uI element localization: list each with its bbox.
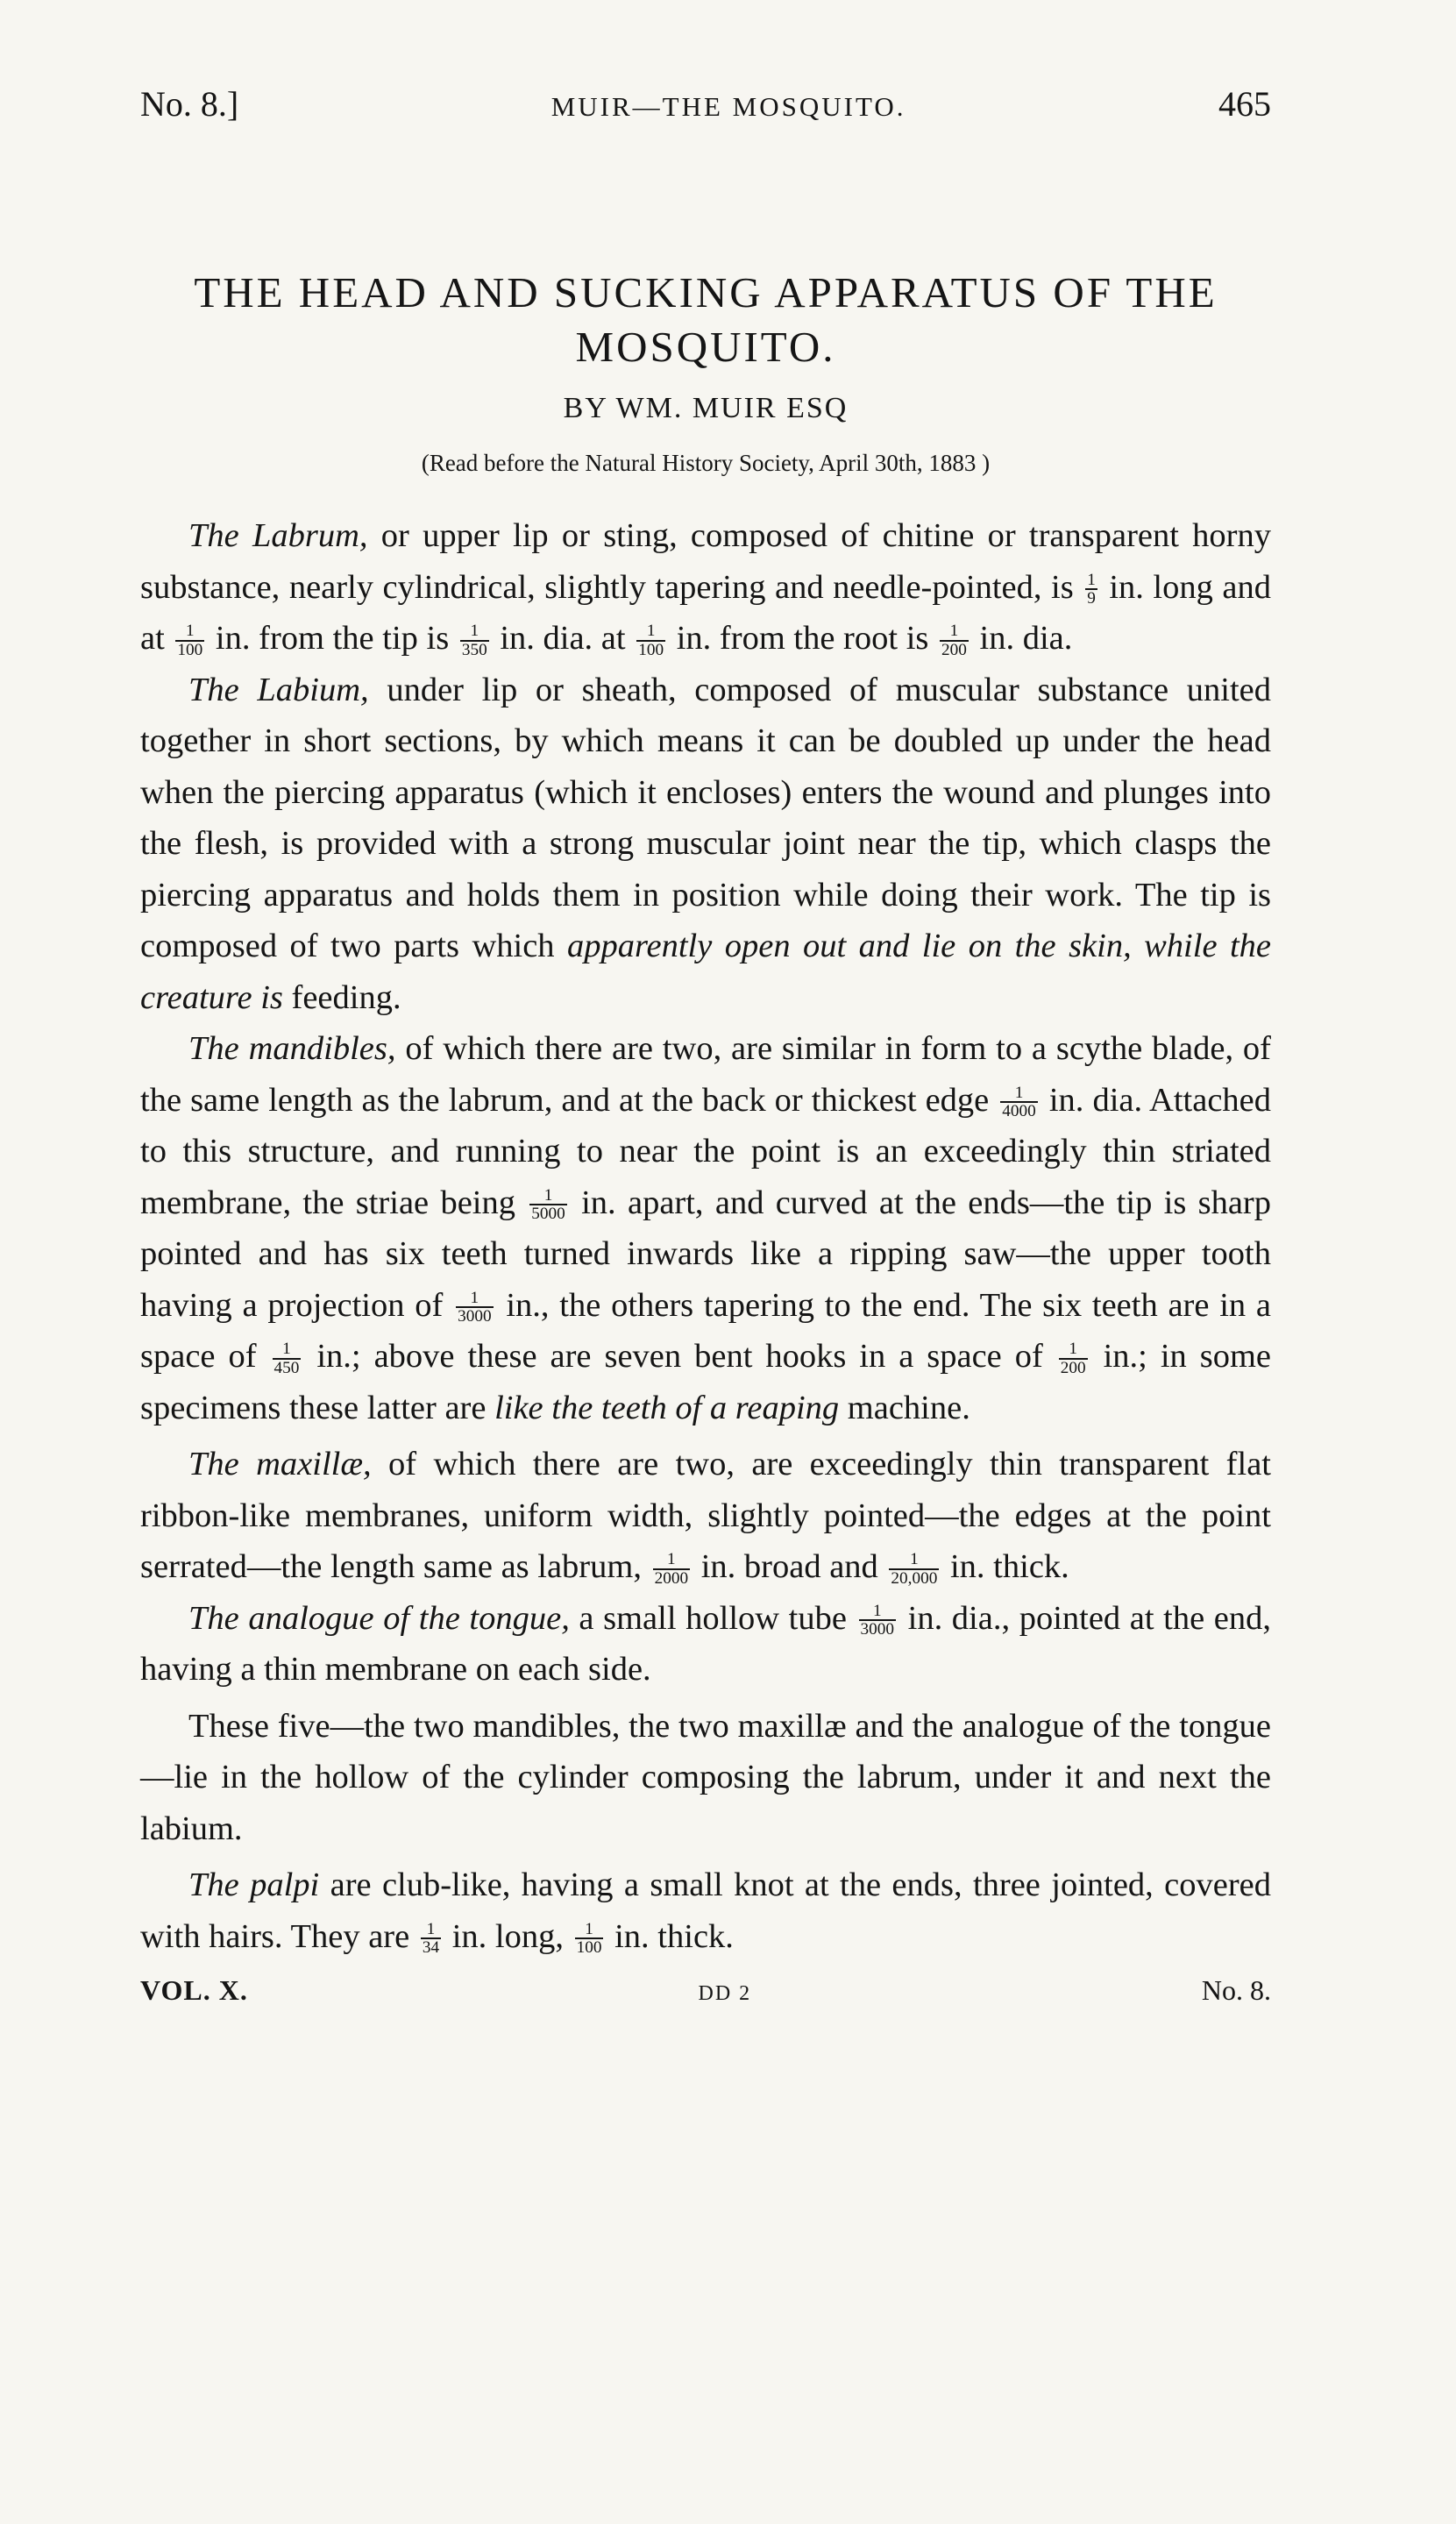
fraction: $\frac{1}{2000}$ [654, 1550, 689, 1588]
title-line-2: MOSQUITO. [575, 323, 836, 371]
fraction: $\frac{1}{34}$ [422, 1919, 440, 1958]
fraction: $\frac{1}{450}$ [273, 1340, 300, 1377]
signature-mark: DD 2 [698, 1982, 752, 2005]
fraction: $\frac{1}{200}$ [1060, 1340, 1086, 1377]
paragraph-these-five: These five—the two mandibles, the two maxillæ and the analogue of the tongue—lie in the hollow of the cylinder composing the labrum, under it and next the labium. [140, 1707, 1271, 1847]
paragraph-tongue: The analogue of the tongue, a small hollow tube $\frac{1}{3000}$ in. dia., pointed at the end, having a thin membrane on each side. [140, 1599, 1271, 1688]
fraction: $\frac{1}{3000}$ [860, 1601, 895, 1639]
running-head [140, 83, 1271, 136]
fraction: $\frac{1}{350}$ [461, 622, 487, 659]
issue-number: No. 8.] [140, 84, 239, 124]
volume-label: VOL. X. [140, 1974, 248, 2006]
paragraph-labium: The Labium, under lip or sheath, composed of muscular substance united together in short sections, by which means it can be doubled up under the head when the piercing apparatus (which it encloses) enters the wound and plunges into the flesh, is provided with a strong muscular joint near the tip, which clasps the piercing apparatus and holds them in position while doing their work. The tip is composed of two parts which apparently open out and lie on the skin, while the creature is feeding. [140, 671, 1271, 1016]
footer-issue: No. 8. [1201, 1974, 1271, 2006]
term-palpi: The palpi [188, 1866, 320, 1903]
paragraph-labrum: The Labrum, or upper lip or sting, composed of chitine or transparent horny substance, nearly cylindrical, slightly tapering and needle-pointed, is $\frac{1}{9}$ in. long and at $\frac{1}{100}$ in. from the tip is $\frac{1}{350}$ in. dia. at $\frac{1}{100}$ in. from the root is $\frac{1}{200}$ in. dia. [140, 517, 1271, 659]
title-line-1: THE HEAD AND SUCKING APPARATUS OF THE [194, 268, 1218, 316]
paragraph-mandibles: The mandibles, of which there are two, are similar in form to a scythe blade, of the same length as the labrum, and at the back or thickest edge $\frac{1}{4000}$ in. dia. Attached to this structure, and running to near the point is an exceedingly thin striated membrane, the striae being $\frac{1}{5000}$ in. apart, and curved at the ends—the tip is sharp pointed and has six teeth turned inwards like a ripping saw—the upper tooth having a projection of $\frac{1}{3000}$ in., the others tapering to the end. The six teeth are in a space of $\frac{1}{450}$ in.; above these are seven bent hooks in a space of $\frac{1}{200}$ in.; in some specimens these latter are like the teeth of a reaping machine. [140, 1030, 1272, 1426]
term-labium: The Labium, [188, 671, 369, 708]
fraction: $\frac{1}{4000}$ [1002, 1083, 1036, 1121]
paragraph-palpi: The palpi are club-like, having a small knot at the ends, three jointed, covered with hairs. They are $\frac{1}{34}$ in. long, $\frac{1}{100}$ in. thick. [140, 1866, 1271, 1958]
fraction: $\frac{1}{5000}$ [531, 1185, 565, 1224]
page-footer [140, 1974, 1271, 2007]
running-title: MUIR—THE MOSQUITO. [550, 91, 906, 122]
page-number: 465 [1218, 84, 1271, 124]
fraction: $\frac{1}{100}$ [576, 1919, 602, 1958]
read-note: (Read before the Natural History Society, April 30th, 1883 ) [421, 450, 991, 476]
term-labrum: The Labrum, [188, 517, 368, 554]
byline: BY WM. MUIR ESQ [563, 392, 849, 424]
fraction: $\frac{1}{3000}$ [458, 1288, 492, 1326]
term-mandibles: The mandibles, [188, 1030, 396, 1067]
fraction: $\frac{1}{100}$ [638, 622, 664, 659]
journal-page [140, 83, 1271, 2007]
term-tongue: The analogue of the tongue, [188, 1599, 570, 1637]
article-body [140, 510, 1271, 1962]
term-maxillae: The maxillæ, [188, 1446, 372, 1482]
fraction: $\frac{1}{20,000}$ [891, 1550, 938, 1588]
fraction: $\frac{1}{200}$ [941, 622, 967, 659]
article-title [140, 266, 1271, 374]
fraction: $\frac{1}{9}$ [1087, 570, 1096, 608]
fraction: $\frac{1}{100}$ [177, 622, 203, 659]
paragraph-maxillae: The maxillæ, of which there are two, are exceedingly thin transparent flat ribbon-like membranes, uniform width, slightly pointed—the edges at the point serrated—the length same as labrum, $\frac{1}{2000}$ in. broad and $\frac{1}{20,000}$ in. thick. [140, 1446, 1271, 1588]
